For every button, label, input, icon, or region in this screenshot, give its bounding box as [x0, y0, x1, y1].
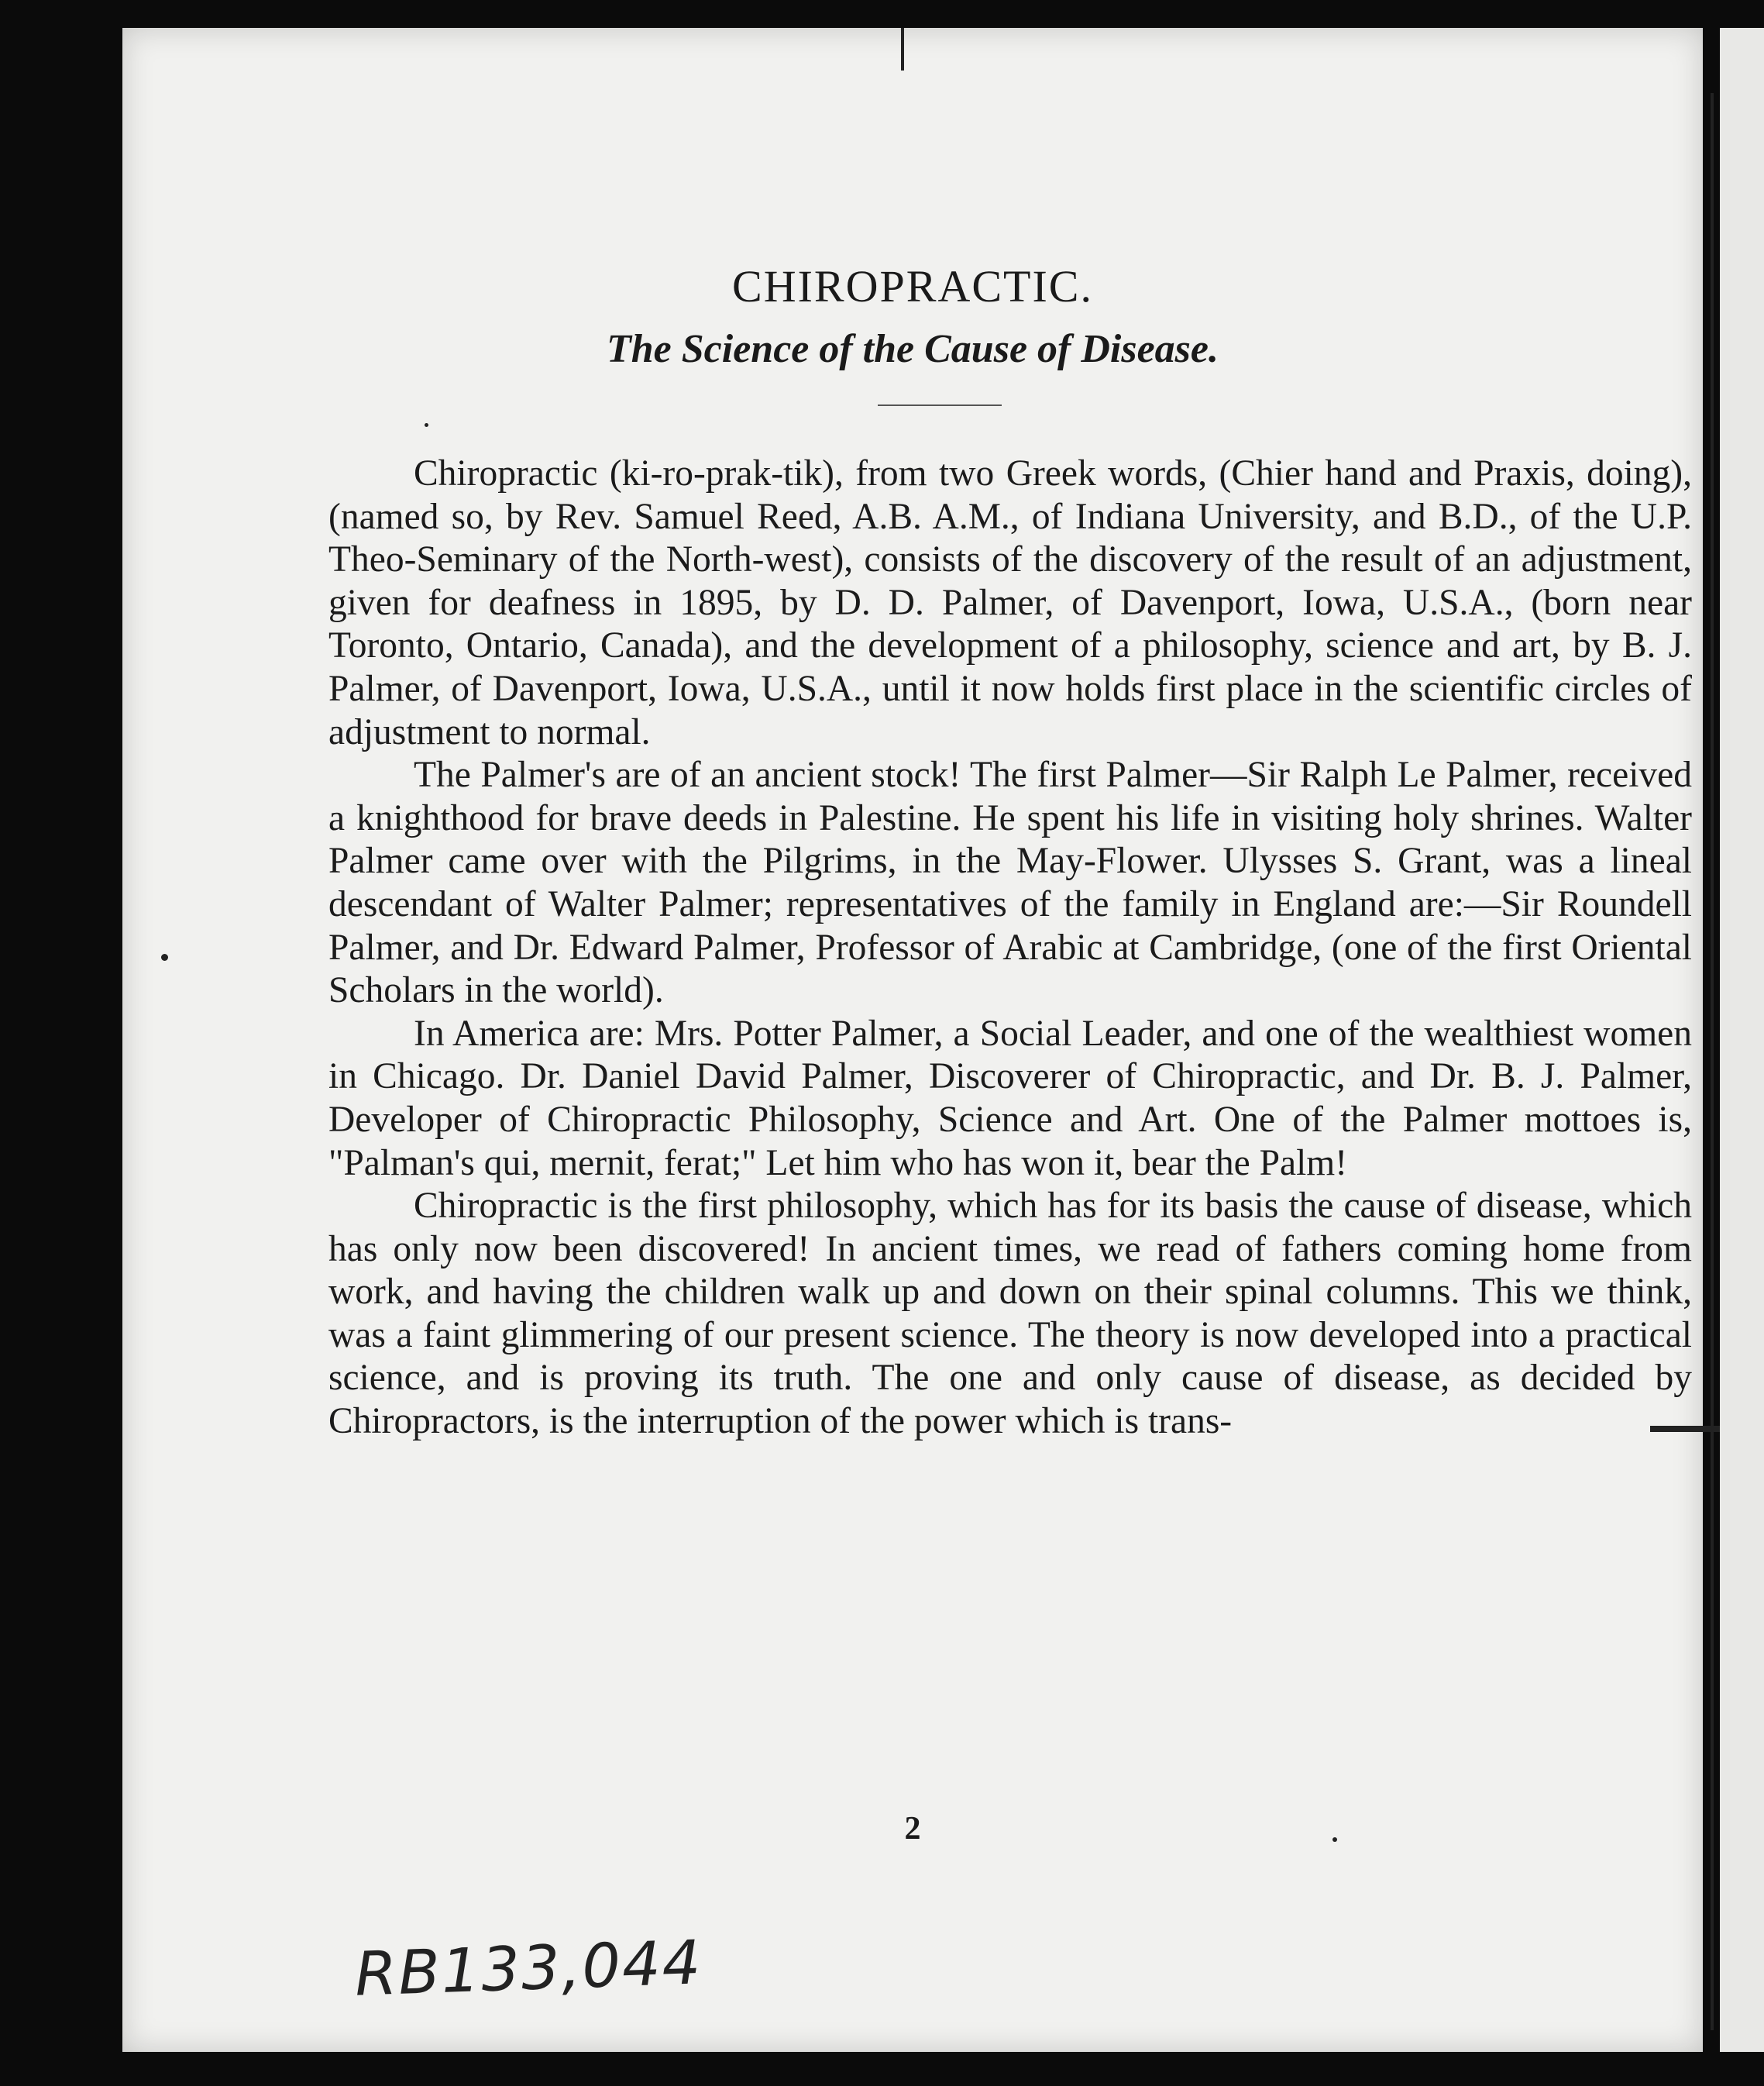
scan-speck — [901, 28, 904, 71]
page-number: 2 — [904, 1811, 921, 1847]
page-edge-line — [1711, 93, 1714, 2030]
adjacent-page-strip — [1720, 28, 1764, 2052]
body-text — [328, 453, 1692, 1444]
document-page — [122, 28, 1703, 2052]
scan-speck — [1332, 1837, 1337, 1842]
paragraph-1: Chiropractic (ki-ro-prak-tik), from two Greek words, (Chier hand and Praxis, doing), (named so, by Rev. Samuel Reed, A.B. A.M., of Indiana University, and B.D., of the U.P. Theo-Seminary of the North-west), consists of the discovery of the result of an adjustment, given for deafness in 1895, by D. D. Palmer, of Davenport, Iowa, U.S.A., (born near Toronto, Ontario, Canada), and the development of a philosophy, science and art, by B. J. Palmer, of Davenport, Iowa, U.S.A., until it now holds first place in the scientific circles of adjustment to normal. — [328, 453, 1692, 752]
scan-mark — [1650, 1426, 1720, 1432]
handwritten-call-number: RB133,044 — [353, 1928, 703, 2010]
scan-speck — [161, 954, 168, 961]
scan-speck — [425, 423, 428, 427]
paragraph-2: The Palmer's are of an ancient stock! The first Palmer—Sir Ralph Le Palmer, received a knighthood for brave deeds in Palestine. He spent his life in visiting holy shrines. Walter Palmer came over with the Pilgrims, in the May-Flower. Ulysses S. Grant, was a lineal descendant of Walter Palmer; representatives of the family in England are:—Sir Roundell Palmer, and Dr. Edward Palmer, Professor of Arabic at Cambridge, (one of the first Oriental Scholars in the world). — [328, 755, 1692, 1011]
paragraph-4: Chiropractic is the first philosophy, which has for its basis the cause of disease, which has only now been discovered! In ancient times, we read of fathers coming home from work, and having the children walk up and down on their spinal columns. This we think, was a faint glimmering of our present science. The theory is now developed into a practical science, and is proving its truth. The one and only cause of disease, as decided by Chiropractors, is the interruption of the power which is trans- — [328, 1186, 1692, 1442]
page-title: CHIROPRACTIC. — [732, 261, 1093, 312]
page-subtitle: The Science of the Cause of Disease. — [606, 327, 1219, 371]
paragraph-3: In America are: Mrs. Potter Palmer, a Social Leader, and one of the wealthiest women in Chicago. Dr. Daniel David Palmer, Discoverer of Chiropractic, and Dr. B. J. Palmer, Developer of Chiropractic Philosophy, Science and Art. One of the Palmer mottoes is, "Palman's qui, mernit, ferat;" Let him who has won it, bear the Palm! — [328, 1013, 1692, 1183]
title-divider — [878, 404, 1002, 406]
